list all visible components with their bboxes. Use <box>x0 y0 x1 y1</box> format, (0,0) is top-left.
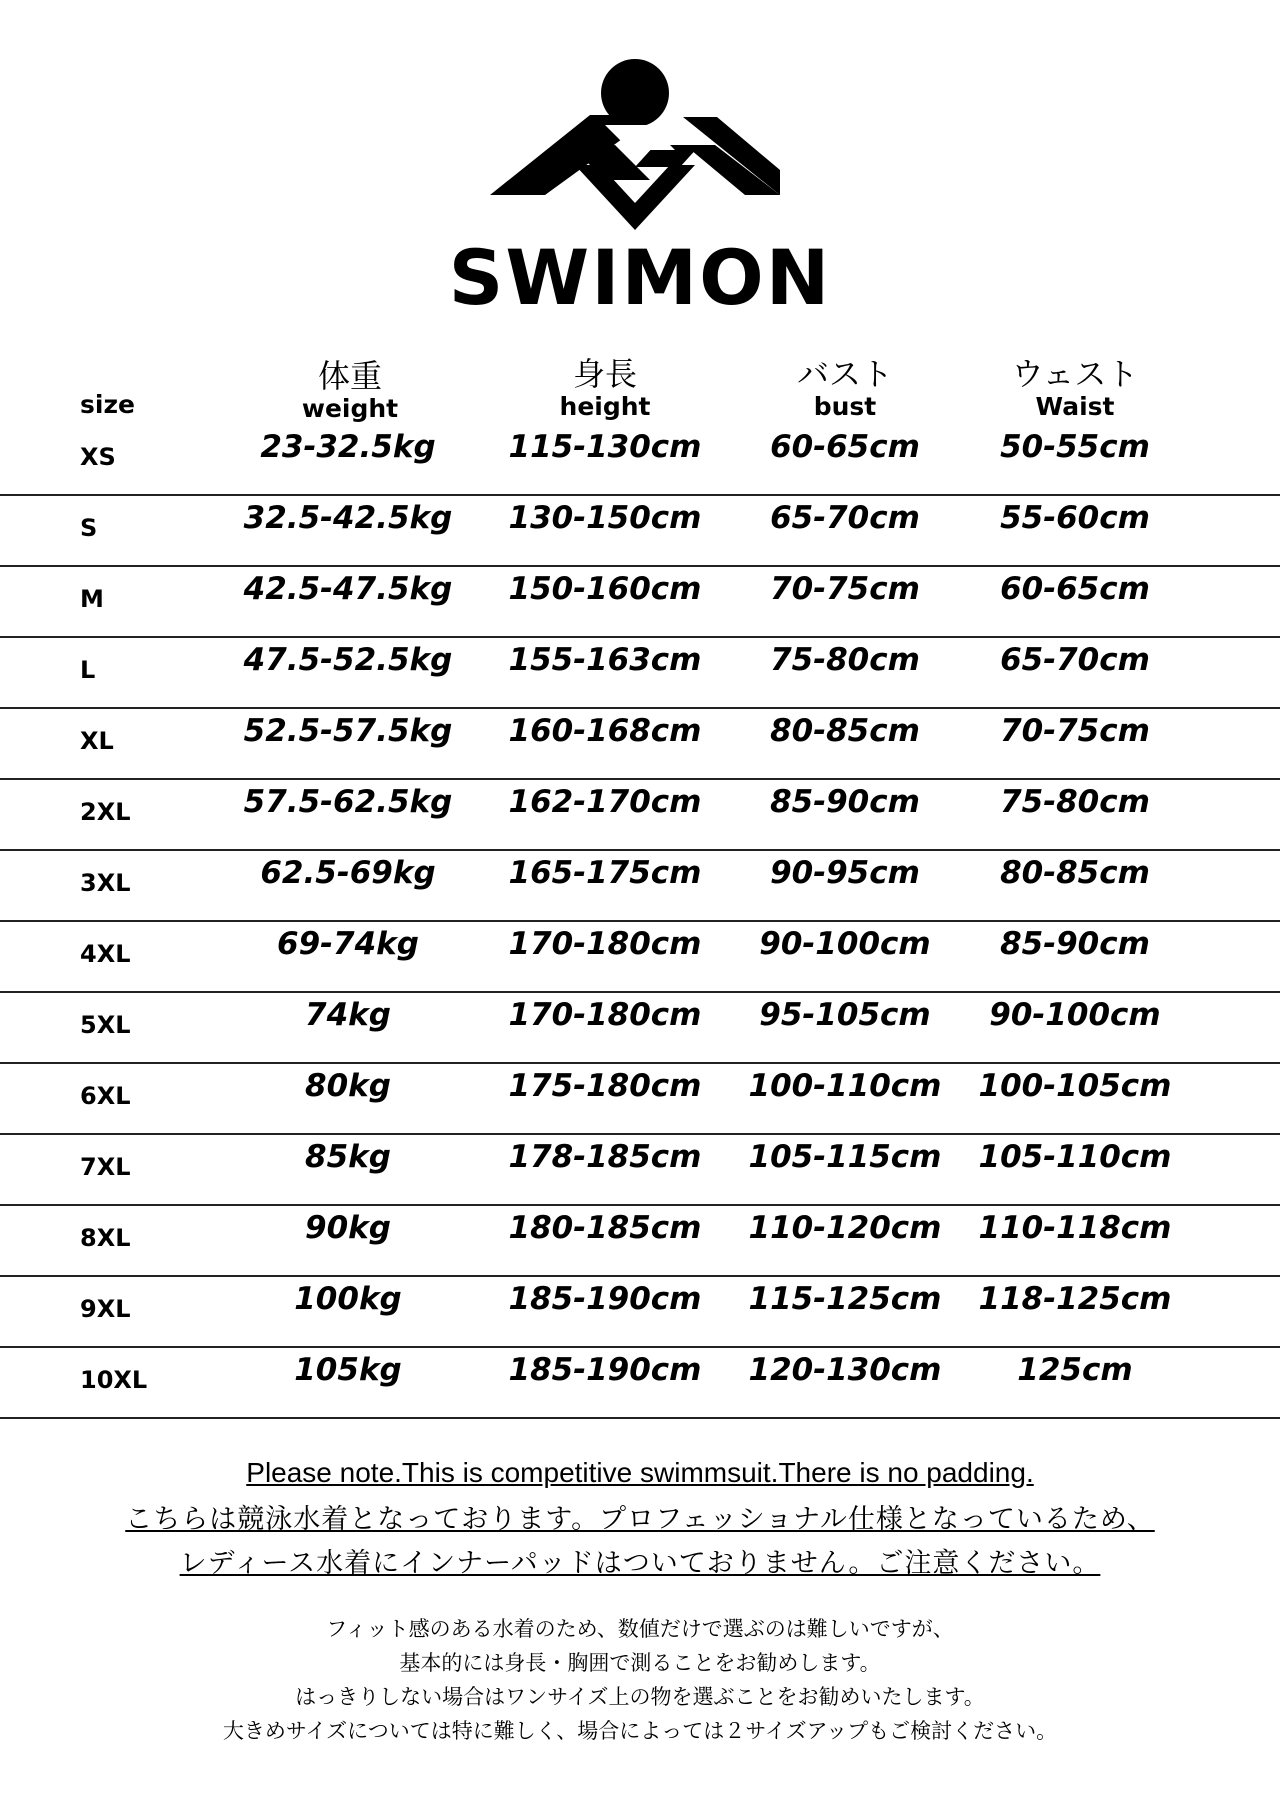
advice-line: はっきりしない場合はワンサイズ上の物を選ぶことをお勧めいたします。 <box>295 1685 985 1709</box>
size-cell: 5XL <box>80 1011 131 1039</box>
height-cell: 178-185cm <box>508 1139 702 1175</box>
table-row <box>0 496 1280 567</box>
bust-cell: 65-70cm <box>770 500 920 536</box>
waist-cell: 80-85cm <box>1000 855 1150 891</box>
height-cell: 165-175cm <box>508 855 702 891</box>
height-cell: 170-180cm <box>508 926 702 962</box>
bust-cell: 110-120cm <box>748 1210 942 1246</box>
size-cell: S <box>80 514 98 542</box>
size-cell: 10XL <box>80 1366 148 1394</box>
table-row <box>0 1348 1280 1419</box>
size-cell: 9XL <box>80 1295 131 1323</box>
bust-cell: 90-100cm <box>759 926 931 962</box>
brand-name: SWIMON <box>448 233 832 322</box>
table-row <box>0 567 1280 638</box>
bust-cell: 95-105cm <box>759 997 931 1033</box>
bust-cell: 90-95cm <box>770 855 920 891</box>
size-cell: L <box>80 656 96 684</box>
weight-cell: 74kg <box>305 997 391 1033</box>
header-weight-en: weight <box>301 393 399 423</box>
waist-cell: 105-110cm <box>978 1139 1172 1175</box>
note-japanese-line-2: レディース水着にインナーパッドはついておりません。ご注意ください。 <box>179 1548 1101 1579</box>
bust-cell: 85-90cm <box>770 784 920 820</box>
height-cell: 150-160cm <box>508 571 702 607</box>
bust-cell: 115-125cm <box>748 1281 942 1317</box>
size-cell: 3XL <box>80 869 131 897</box>
waist-cell: 100-105cm <box>978 1068 1172 1104</box>
waist-cell: 118-125cm <box>978 1281 1172 1317</box>
weight-cell: 47.5-52.5kg <box>243 642 453 678</box>
height-cell: 185-190cm <box>508 1352 702 1388</box>
weight-cell: 105kg <box>294 1352 402 1388</box>
size-cell: 8XL <box>80 1224 131 1252</box>
weight-cell: 57.5-62.5kg <box>243 784 453 820</box>
advice-line: 基本的には身長・胸囲で測ることをお勧めします。 <box>399 1651 881 1675</box>
table-row <box>0 851 1280 922</box>
height-cell: 162-170cm <box>508 784 702 820</box>
weight-cell: 90kg <box>305 1210 391 1246</box>
bust-cell: 60-65cm <box>770 429 920 465</box>
size-cell: 7XL <box>80 1153 131 1181</box>
weight-cell: 42.5-47.5kg <box>243 571 453 607</box>
header-weight-jp: 体重 <box>317 357 382 395</box>
table-row <box>0 425 1280 496</box>
waist-cell: 60-65cm <box>1000 571 1150 607</box>
table-row <box>0 1064 1280 1135</box>
table-row <box>0 1206 1280 1277</box>
waist-cell: 55-60cm <box>1000 500 1150 536</box>
table-row <box>0 709 1280 780</box>
table-row <box>0 993 1280 1064</box>
height-cell: 130-150cm <box>508 500 702 536</box>
weight-cell: 100kg <box>294 1281 402 1317</box>
waist-cell: 70-75cm <box>1000 713 1150 749</box>
weight-cell: 62.5-69kg <box>260 855 436 891</box>
bust-cell: 105-115cm <box>748 1139 942 1175</box>
height-cell: 115-130cm <box>508 429 702 465</box>
height-cell: 175-180cm <box>508 1068 702 1104</box>
table-row <box>0 1277 1280 1348</box>
weight-cell: 85kg <box>305 1139 391 1175</box>
table-row <box>0 638 1280 709</box>
size-cell: 4XL <box>80 940 131 968</box>
waist-cell: 110-118cm <box>978 1210 1172 1246</box>
note-japanese-line-1: こちらは競泳水着となっております。プロフェッショナル仕様となっているため、 <box>125 1504 1155 1535</box>
waist-cell: 65-70cm <box>1000 642 1150 678</box>
note-english: Please note.This is competitive swimmsuit.There is no padding. <box>246 1457 1034 1488</box>
weight-cell: 80kg <box>305 1068 391 1104</box>
waist-cell: 50-55cm <box>1000 429 1150 465</box>
bust-cell: 100-110cm <box>748 1068 942 1104</box>
size-cell: XS <box>80 443 116 471</box>
table-row <box>0 1135 1280 1206</box>
table-row <box>0 780 1280 851</box>
height-cell: 160-168cm <box>508 713 702 749</box>
waist-cell: 85-90cm <box>1000 926 1150 962</box>
bust-cell: 120-130cm <box>748 1352 942 1388</box>
weight-cell: 69-74kg <box>277 926 419 962</box>
height-cell: 185-190cm <box>508 1281 702 1317</box>
size-cell: 6XL <box>80 1082 131 1110</box>
height-cell: 170-180cm <box>508 997 702 1033</box>
waist-cell: 90-100cm <box>989 997 1161 1033</box>
height-cell: 180-185cm <box>508 1210 702 1246</box>
bust-cell: 75-80cm <box>770 642 920 678</box>
height-cell: 155-163cm <box>508 642 702 678</box>
header-waist-jp: ウェスト <box>1011 355 1139 393</box>
weight-cell: 32.5-42.5kg <box>243 500 453 536</box>
header-height-en: height <box>559 391 651 421</box>
table-row <box>0 922 1280 993</box>
bust-cell: 70-75cm <box>770 571 920 607</box>
advice-line: フィット感のある水着のため、数値だけで選ぶのは難しいですが、 <box>326 1617 954 1641</box>
size-cell: XL <box>80 727 114 755</box>
header-waist-en: Waist <box>1035 391 1115 421</box>
header-bust-en: bust <box>813 391 877 421</box>
header-size: size <box>80 390 135 419</box>
advice-line: 大きめサイズについては特に難しく、場合によっては２サイズアップもご検討ください。 <box>222 1719 1058 1743</box>
weight-cell: 52.5-57.5kg <box>243 713 453 749</box>
size-cell: M <box>80 585 104 613</box>
waist-cell: 125cm <box>1017 1352 1133 1388</box>
header-height-jp: 身長 <box>572 355 637 393</box>
waist-cell: 75-80cm <box>1000 784 1150 820</box>
bust-cell: 80-85cm <box>770 713 920 749</box>
sizing-advice <box>0 1612 1280 1748</box>
weight-cell: 23-32.5kg <box>260 429 436 465</box>
header-bust-jp: バスト <box>796 355 893 393</box>
size-cell: 2XL <box>80 798 131 826</box>
